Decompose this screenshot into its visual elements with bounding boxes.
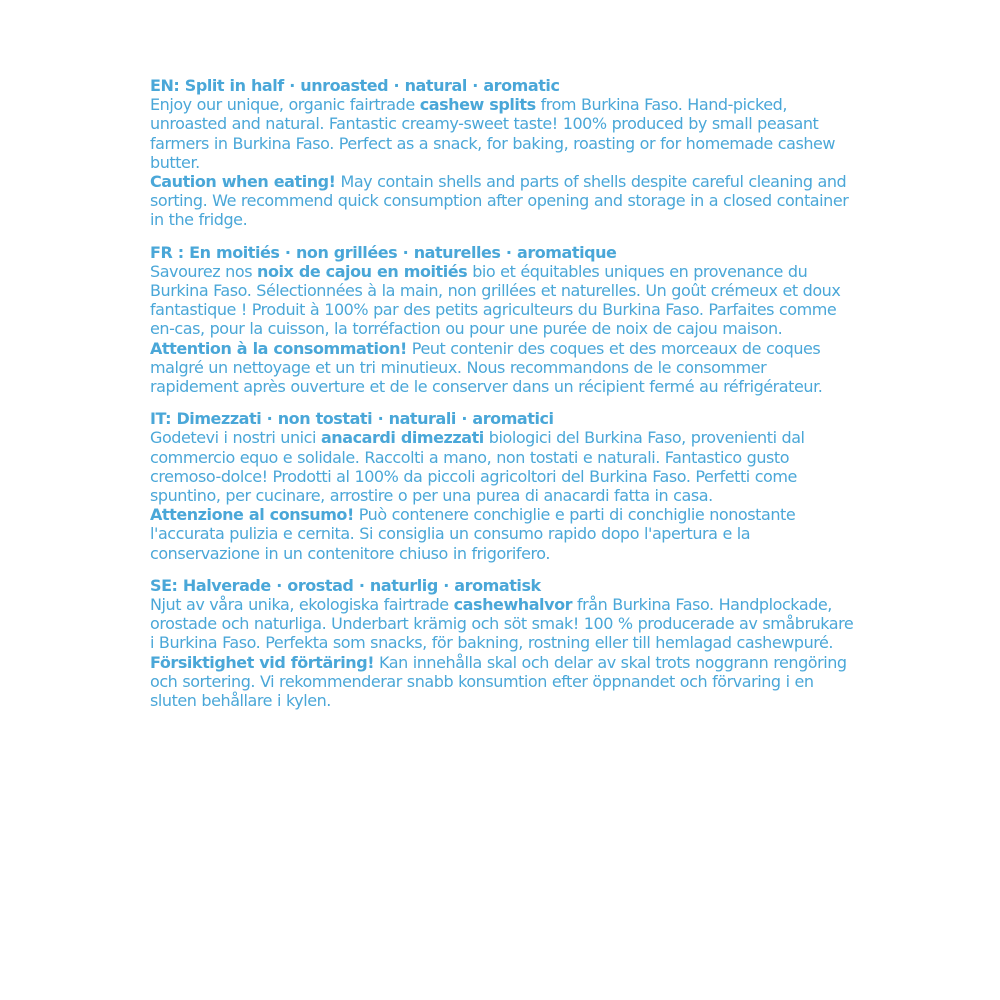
section-swedish (150, 576, 855, 710)
product-name: cashewhalvor (453, 595, 573, 615)
intro-text-before: Godetevi i nostri unici (150, 428, 321, 448)
product-name: cashew splits (419, 95, 536, 115)
section-intro (150, 595, 855, 653)
section-heading: EN: Split in half · unroasted · natural · aromatic (150, 76, 560, 95)
section-intro (150, 262, 855, 339)
intro-text-after: bio et équitables uniques en provenance du Burkina Faso. Sélectionnées à la main, non grillées et naturelles. Un goût crémeux et doux fantastique ! Produit à 100% par des petits agriculteurs du Burkina Faso. Parfaites comme en-cas, pour la cuisson, la torréfaction ou pour une purée de noix de cajou maison. (150, 261, 841, 339)
section-italian (150, 409, 855, 563)
product-name: anacardi dimezzati (320, 428, 484, 448)
section-caution (150, 653, 855, 711)
intro-text-before: Njut av våra unika, ekologiska fairtrade (150, 595, 454, 615)
section-intro (150, 428, 855, 505)
section-heading: IT: Dimezzati · non tostati · naturali · aromatici (150, 409, 554, 429)
section-french (150, 243, 855, 397)
caution-title: Försiktighet vid förtäring! (150, 652, 375, 672)
caution-text: Peut contenir des coques et des morceaux de coques malgré un nettoyage et un tri minutieux. Nous recommandons de le consommer rapidement après ouverture et de le conserver dans un récipient fermé au réfrigérateur. (150, 338, 823, 397)
product-description-text (150, 76, 855, 723)
intro-text-before: Enjoy our unique, organic fairtrade (150, 95, 420, 115)
section-intro (150, 95, 855, 172)
product-name: noix de cajou en moitiés (257, 261, 468, 281)
section-caution (150, 505, 855, 563)
caution-title: Caution when eating! (150, 172, 336, 192)
caution-text: Può contenere conchiglie e parti di conchiglie nonostante l'accurata pulizia e cernita. Si consiglia un consumo rapido dopo l'apertura e la conservazione in un contenitore chiuso in frigorifero. (150, 505, 796, 563)
intro-text-after: biologici del Burkina Faso, provenienti dal commercio equo e solidale. Raccolti a mano, non tostati e naturali. Fantastico gusto cremoso-dolce! Prodotti al 100% da piccoli agricoltori del Burkina Faso. Perfetti come spuntino, per cucinare, arrostire o per una purea di anacardi fatta in casa. (150, 428, 805, 506)
section-caution (150, 339, 855, 397)
caution-text: May contain shells and parts of shells despite careful cleaning and sorting. We recommend quick consumption after opening and storage in a closed container in the fridge. (150, 172, 849, 230)
section-caution (150, 172, 855, 230)
caution-title: Attention à la consommation! (150, 338, 407, 358)
caution-title: Attenzione al consumo! (150, 505, 354, 525)
section-english (150, 76, 855, 230)
intro-text-before: Savourez nos (150, 261, 258, 281)
caution-text: Kan innehålla skal och delar av skal trots noggrann rengöring och sortering. Vi rekommenderar snabb konsumtion efter öppnandet och förvaring i en sluten behållare i kylen. (150, 652, 847, 711)
intro-text-after: från Burkina Faso. Handplockade, orostade och naturliga. Underbart krämig och söt smak! 100 % producerade av småbrukare i Burkina Faso. Perfekta som snacks, för bakning, rostning eller till hemlagad cashewpuré. (150, 595, 854, 653)
intro-text-after: from Burkina Faso. Hand-picked, unroasted and natural. Fantastic creamy-sweet taste! 100% produced by small peasant farmers in Burkina Faso. Perfect as a snack, for baking, roasting or for homemade cashew butter. (150, 95, 836, 172)
section-heading: SE: Halverade · orostad · naturlig · aromatisk (150, 575, 541, 595)
section-heading: FR : En moitiés · non grillées · naturelles · aromatique (150, 242, 617, 262)
